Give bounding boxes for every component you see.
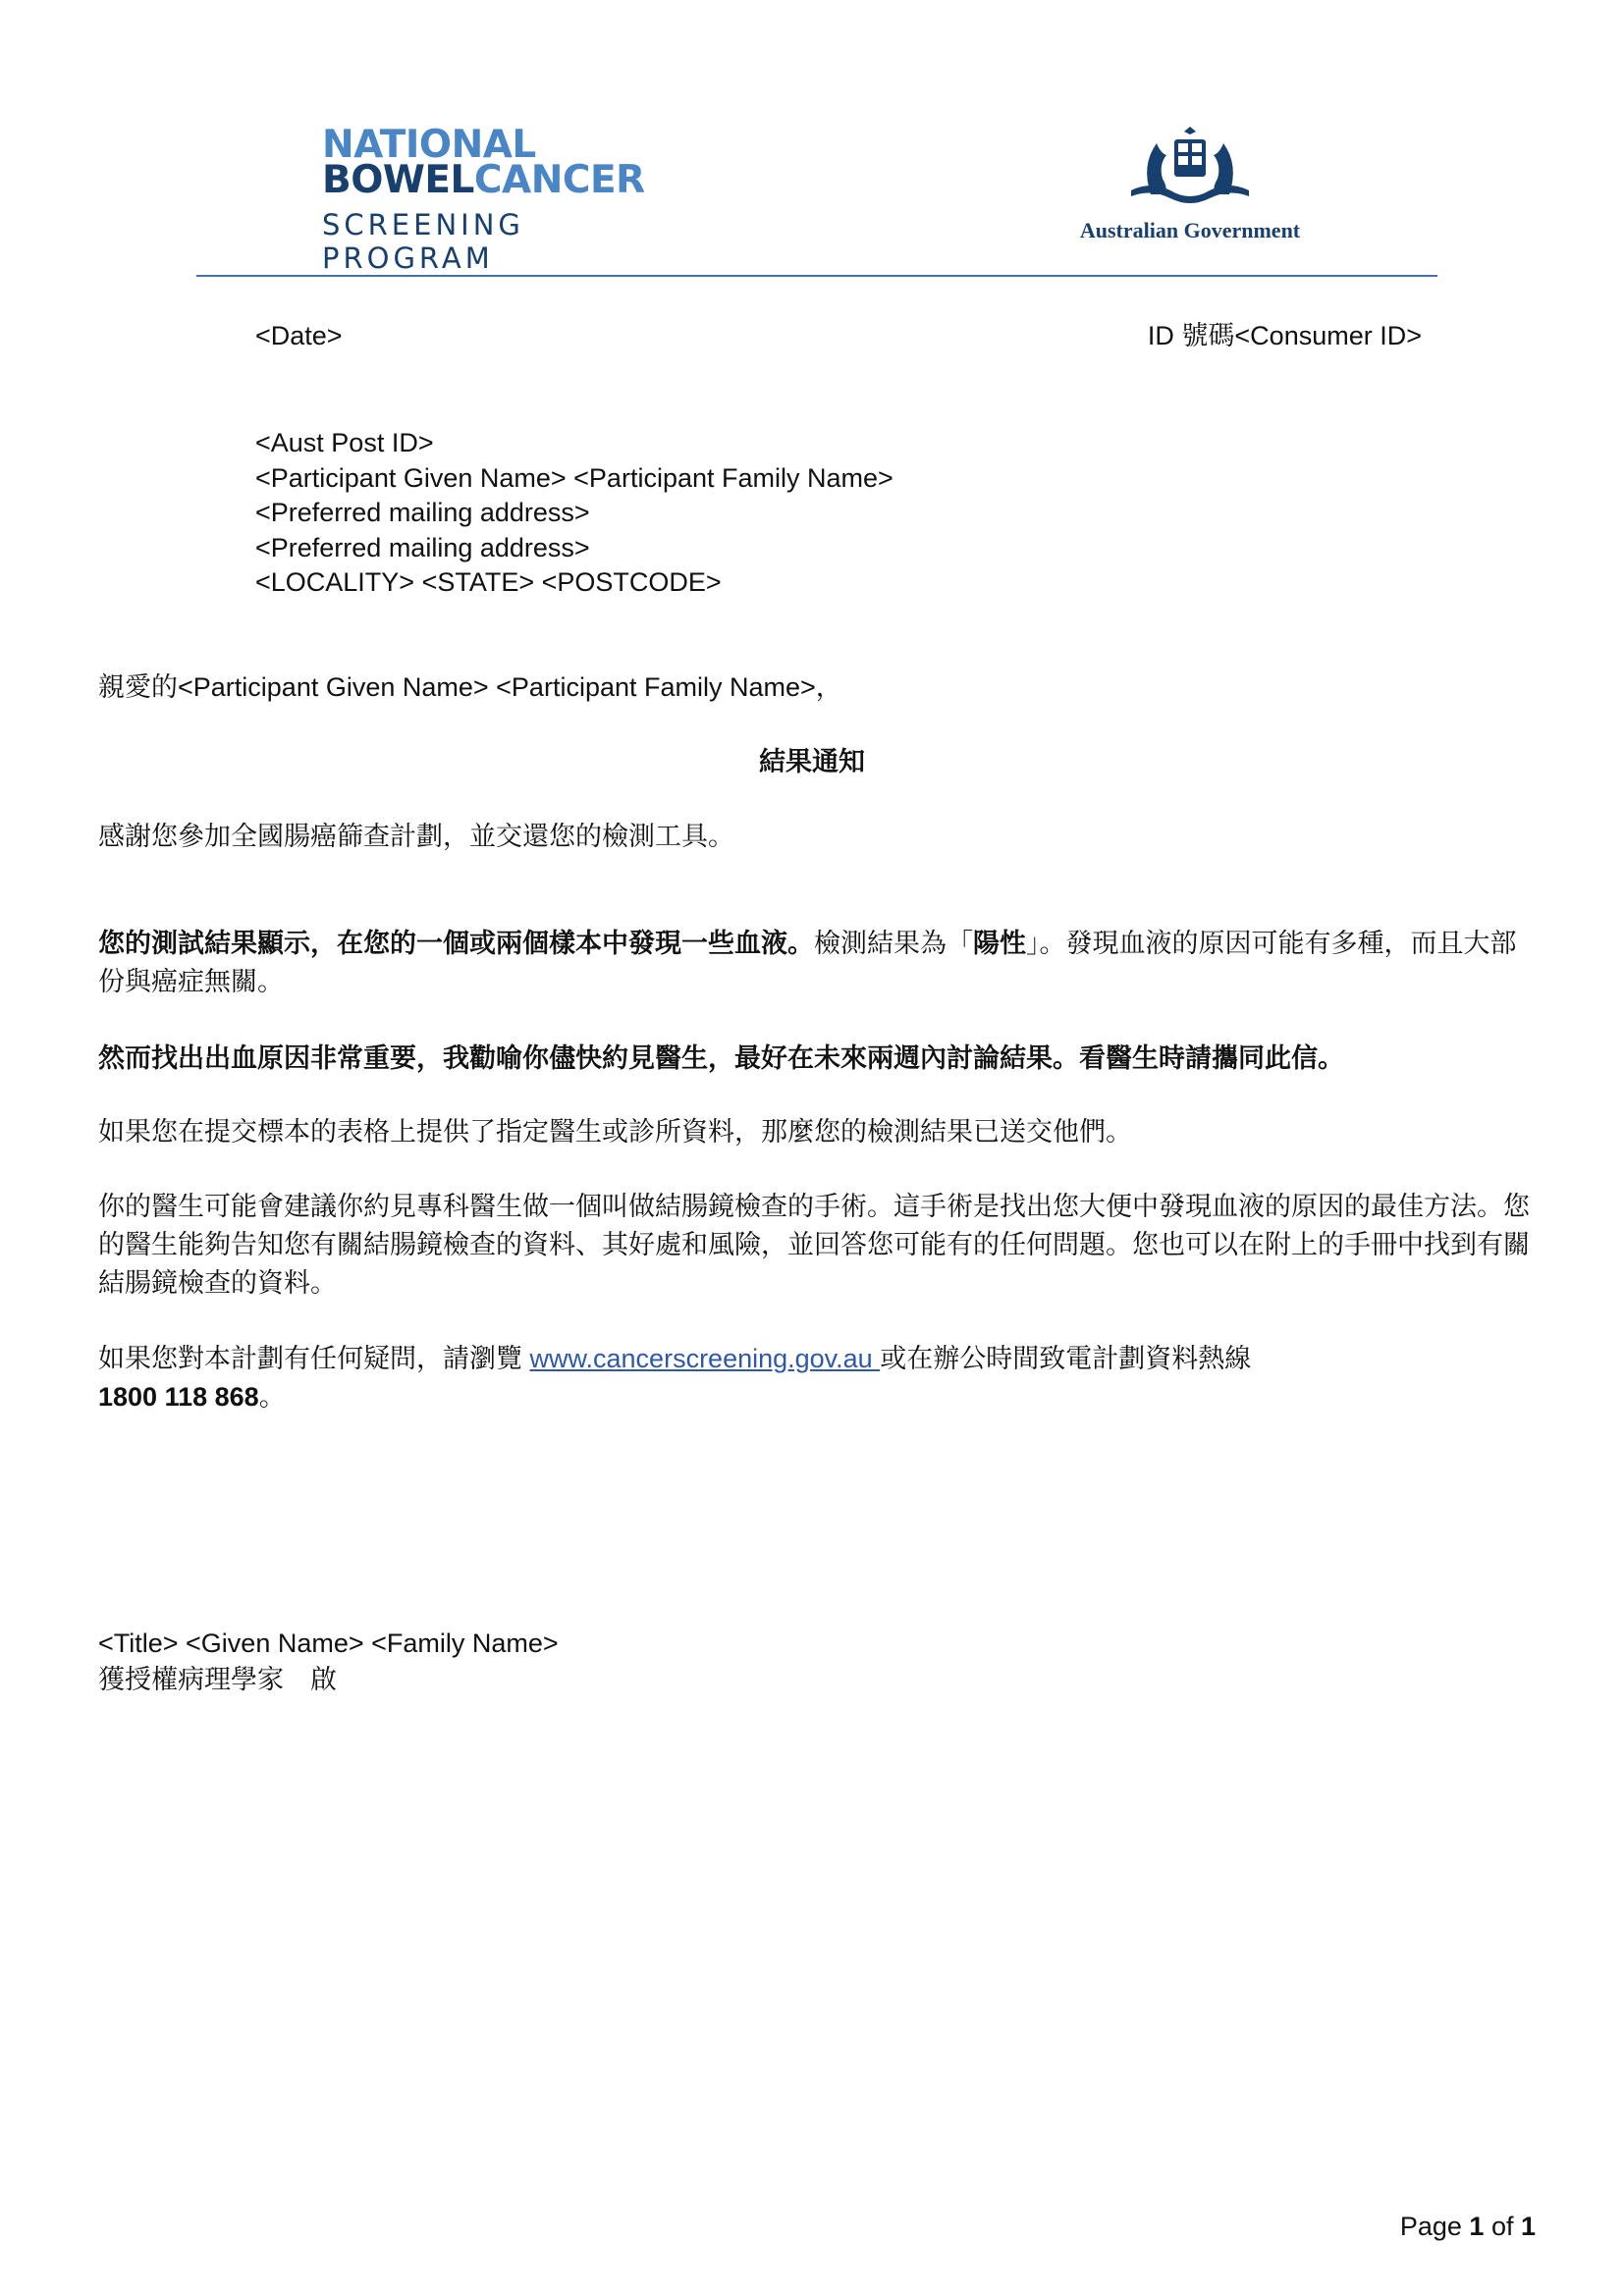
hotline-end: 。 (258, 1382, 286, 1412)
paragraph-result (98, 925, 1532, 1001)
page-of-label: of (1484, 2212, 1521, 2241)
address-line-1: <Preferred mailing address> (255, 498, 590, 527)
page-current: 1 (1469, 2212, 1485, 2241)
coat-of-arms-icon (1121, 126, 1259, 209)
signature-name: <Title> <Given Name> <Family Name> (98, 1629, 559, 1658)
address-name: <Participant Given Name> <Participant Family Name> (255, 463, 893, 493)
paragraph-results-sent: 如果您在提交標本的表格上提供了指定醫生或診所資料，那麼您的檢測結果已送交他們。 (98, 1117, 1132, 1147)
ncbsp-logo (322, 123, 695, 275)
paragraph-thanks: 感謝您參加全國腸癌篩查計劃，並交還您的檢測工具。 (98, 822, 734, 851)
logo-line-national: NATIONAL (322, 123, 536, 167)
page-number (1400, 2209, 1536, 2244)
paragraph-see-doctor: 然而找出出血原因非常重要，我勸喻你儘快約見醫生，最好在未來兩週內討論結果。看醫生時請攜同此信。 (98, 1043, 1344, 1073)
letter-title: 結果通知 (759, 747, 865, 776)
logo-word-bowel: BOWEL (322, 158, 474, 202)
address-post-id: <Aust Post ID> (255, 428, 434, 457)
logo-word-cancer: CANCER (473, 158, 645, 202)
letter-date: <Date> (255, 321, 343, 350)
result-bold-text: 您的測試結果顯示，在您的一個或兩個樣本中發現一些血液。 (98, 929, 814, 958)
page-total: 1 (1520, 2212, 1536, 2241)
salutation: 親愛的<Participant Given Name> <Participant Family Name>， (98, 672, 842, 702)
logo-line-screening-program: SCREENING PROGRAM (322, 208, 524, 275)
hotline-number: 1800 118 868 (98, 1382, 259, 1412)
result-text-a: 檢測結果為「 (814, 929, 973, 958)
page-label: Page (1399, 2212, 1470, 2241)
paragraph-colonoscopy: 你的醫生可能會建議你約見專科醫生做一個叫做結腸鏡檢查的手術。這手術是找出您大便中發現血液的原因的最佳方法。您的醫生能夠告知您有關結腸鏡檢查的資料、其好處和風險，並回答您可能有的任何問題。您也可以在附上的手冊中找到有關結腸鏡檢查的資料。 (98, 1192, 1530, 1298)
australian-government-text: Australian Government (1079, 218, 1301, 242)
consumer-id: ID 號碼<Consumer ID> (1147, 321, 1422, 350)
address-line-2: <Preferred mailing address> (255, 533, 590, 562)
signature-role: 獲授權病理學家 啟 (98, 1665, 337, 1694)
result-positive-text: 陽性 (973, 929, 1026, 958)
logo-line-bowelcancer (322, 158, 695, 202)
result-text-b: 」。發現血液的原因可能有多種，而且大部份與癌症無關。 (98, 929, 1517, 996)
contact-text-b: 或在辦公時間致電計劃資料熱線 (880, 1344, 1252, 1373)
address-locality: <LOCALITY> <STATE> <POSTCODE> (255, 567, 722, 597)
website-link[interactable]: www.cancerscreening.gov.au (529, 1344, 881, 1373)
contact-text-a: 如果您對本計劃有任何疑問，請瀏覽 (98, 1344, 530, 1373)
australian-government-logo (1053, 126, 1327, 248)
paragraph-contact (98, 1340, 1532, 1416)
header-divider (196, 275, 1437, 277)
